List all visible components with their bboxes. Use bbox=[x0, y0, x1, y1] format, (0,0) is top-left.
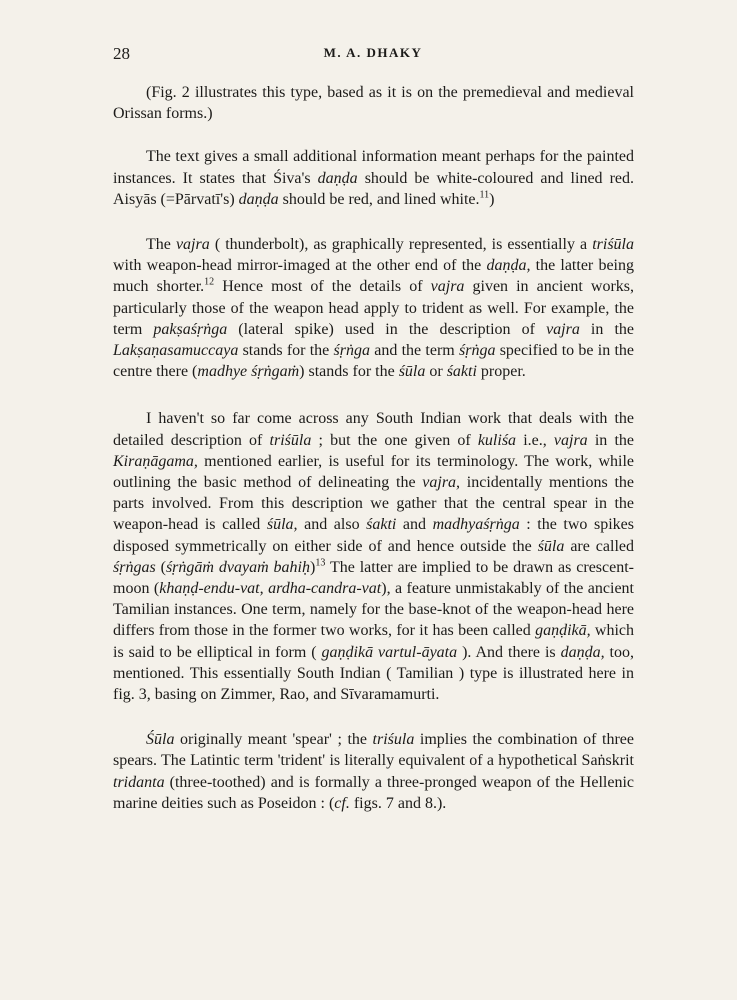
text-run: incidentally mentions the parts involved. From this description we gather that the central spear in the weapon-head is called bbox=[113, 474, 634, 534]
footnote-ref: 11 bbox=[479, 189, 490, 201]
text-run: mentioned earlier, is useful for its terminology. The work, while outlining the basic method of delineating the bbox=[113, 452, 634, 492]
italic-term: triśūla bbox=[592, 236, 634, 254]
text-run: (three-toothed) and is formally a three-pronged weapon of the Hellenic marine deities such as Poseidon : ( bbox=[113, 773, 634, 812]
text-run: (lateral spike) used in the description of bbox=[227, 320, 547, 338]
italic-term: pakṣaśṛṅga bbox=[153, 320, 228, 338]
text-run: and bbox=[396, 516, 433, 534]
page-number: 28 bbox=[113, 44, 130, 63]
italic-term: madhyaśṛṅga bbox=[432, 516, 520, 534]
italic-term: Kiraṇāgama, bbox=[113, 452, 198, 470]
text-run: I haven't so far come across any South Indian work that deals with the detailed description of bbox=[113, 410, 634, 449]
text-run: which is said to be elliptical in form ( bbox=[113, 622, 635, 661]
text-run: i.e., bbox=[516, 431, 554, 449]
text-run: too, mentioned. This essentially South Indian ( Tamilian ) type is illustrated here in fig. 3, basing on Zimmer, Rao, and Sīvaramamurti. bbox=[113, 643, 634, 704]
italic-term: vajra bbox=[175, 236, 210, 254]
page-header bbox=[113, 44, 633, 66]
italic-term: śakti bbox=[446, 363, 477, 381]
italic-term: gaṇḍikā, bbox=[535, 622, 591, 640]
text-run: figs. 7 and 8.). bbox=[349, 794, 447, 812]
footnote-ref: 13 bbox=[315, 557, 326, 569]
text-run: ; but the one given of bbox=[311, 431, 478, 449]
text-run: originally meant 'spear' ; the bbox=[174, 731, 373, 749]
italic-term: triśula bbox=[372, 731, 415, 749]
italic-term: daṇḍa, bbox=[486, 257, 531, 275]
text-run: ( bbox=[155, 558, 166, 576]
text-run: ) bbox=[309, 558, 316, 576]
italic-term: śṛṅgas bbox=[113, 558, 156, 576]
text-run: (Fig. 2 illustrates this type, based as it is on the premedieval and medieval Orissan forms.) bbox=[113, 84, 634, 123]
italic-term: śṛṅga bbox=[333, 342, 370, 360]
text-run: are called bbox=[564, 537, 634, 555]
running-head: M. A. DHAKY bbox=[323, 45, 423, 60]
italic-term: śūla, bbox=[266, 516, 298, 534]
text-run: the latter being much shorter. bbox=[113, 257, 634, 296]
text-run: The latter are implied to be drawn as crescent-moon ( bbox=[113, 558, 634, 598]
text-run: with weapon-head mirror-imaged at the other end of the bbox=[113, 257, 487, 275]
text-run: and the term bbox=[370, 342, 459, 360]
footnote-ref: 12 bbox=[204, 277, 215, 289]
paragraph bbox=[113, 234, 634, 382]
text-run: given in ancient works, particularly those of the weapon head apply to trident as well. For example, the term bbox=[113, 278, 635, 338]
text-run: The text gives a small additional information meant perhaps for the painted instances. It states that Śiva's bbox=[113, 148, 634, 187]
text-run: ), a feature unmistakably of the ancient Tamilian instances. One term, namely for the base-knot of the weapon-head here differs from those in the former two works, for it has been called bbox=[113, 580, 634, 640]
italic-term: vajra bbox=[430, 278, 465, 296]
paragraph bbox=[113, 729, 634, 814]
body-text bbox=[113, 82, 634, 814]
paragraph bbox=[113, 146, 634, 210]
italic-term: madhye śṛṅgaṁ bbox=[197, 363, 300, 381]
italic-term: Lakṣaṇasamuccaya bbox=[113, 342, 239, 360]
italic-term: śakti bbox=[366, 516, 397, 534]
italic-term: vajra bbox=[546, 320, 580, 338]
italic-term: vajra bbox=[553, 431, 588, 449]
italic-term: gaṇḍikā vartul-āyata bbox=[321, 643, 458, 661]
italic-term: daṇḍa bbox=[317, 169, 358, 187]
text-run: specified to be in the centre there ( bbox=[113, 342, 635, 381]
paragraph bbox=[113, 82, 634, 124]
italic-term: daṇḍa bbox=[238, 190, 279, 208]
italic-term: daṇḍa, bbox=[560, 643, 605, 661]
text-run: should be white-coloured and lined red. Aisyās (=Pārvatī's) bbox=[113, 169, 634, 208]
text-run: in the bbox=[587, 431, 634, 449]
italic-term: triśūla bbox=[269, 431, 312, 449]
italic-term: kuliśa bbox=[477, 431, 517, 449]
text-run: proper. bbox=[476, 363, 526, 381]
text-run: and also bbox=[297, 516, 367, 534]
text-run: ). And there is bbox=[457, 643, 561, 661]
italic-term: tridanta bbox=[113, 773, 165, 791]
text-run: ) bbox=[489, 190, 495, 208]
italic-term: śūla bbox=[398, 363, 426, 381]
italic-term: Śūla bbox=[146, 731, 175, 749]
text-run: Hence most of the details of bbox=[214, 278, 431, 296]
text-run: ( thunderbolt), as graphically represented, is essentially a bbox=[209, 236, 593, 254]
text-run: The bbox=[146, 236, 176, 254]
text-run: ) stands for the bbox=[299, 363, 399, 381]
text-run: implies the combination of three spears. The Latintic term 'trident' is literally equivalent of a hypothetical Saṅskrit bbox=[113, 731, 634, 770]
text-run: or bbox=[425, 363, 447, 381]
text-run: in the bbox=[579, 320, 635, 338]
italic-term: cf. bbox=[334, 794, 350, 812]
text-run: stands for the bbox=[238, 342, 334, 360]
text-run: : the two spikes disposed symmetrically on either side of and hence outside the bbox=[113, 516, 634, 555]
italic-term: khaṇḍ-endu-vat, ardha-candra-vat bbox=[159, 580, 382, 598]
paragraph bbox=[113, 408, 634, 705]
italic-term: śṛṅgāṁ dvayaṁ bahiḥ bbox=[165, 558, 310, 576]
italic-term: śṛṅga bbox=[459, 342, 496, 360]
text-run: should be red, and lined white. bbox=[278, 190, 480, 208]
italic-term: vajra, bbox=[422, 474, 461, 492]
italic-term: śūla bbox=[537, 537, 565, 555]
